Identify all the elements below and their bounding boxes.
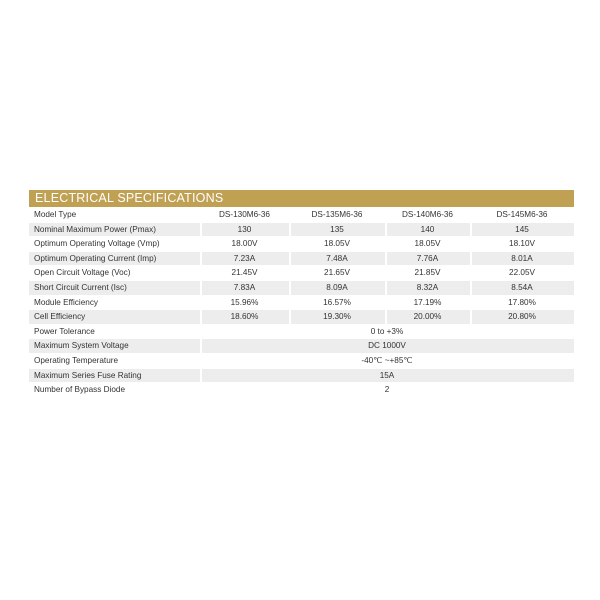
cell-value: 16.57% (289, 296, 385, 310)
row-label: Module Efficiency (29, 296, 200, 310)
row-label: Model Type (29, 208, 200, 222)
cell-value: 17.19% (385, 296, 470, 310)
cell-value: 20.80% (470, 310, 574, 324)
cell-value: 8.54A (470, 281, 574, 295)
row-label: Short Circuit Current (Isc) (29, 281, 200, 295)
cell-value: 18.05V (289, 237, 385, 251)
row-label: Cell Efficiency (29, 310, 200, 324)
table-row (29, 266, 574, 280)
model-name: DS-135M6-36 (289, 208, 385, 222)
row-label: Nominal Maximum Power (Pmax) (29, 223, 200, 237)
cell-value: 21.65V (289, 266, 385, 280)
cell-value: 21.85V (385, 266, 470, 280)
cell-value: 18.00V (200, 237, 289, 251)
cell-value: 17.80% (470, 296, 574, 310)
model-name: DS-140M6-36 (385, 208, 470, 222)
cell-value: 8.09A (289, 281, 385, 295)
cell-value: 8.01A (470, 252, 574, 266)
model-name: DS-130M6-36 (200, 208, 289, 222)
cell-value: 7.83A (200, 281, 289, 295)
cell-value: 135 (289, 223, 385, 237)
row-label: Operating Temperature (29, 354, 200, 368)
shared-value: 15A (200, 369, 574, 383)
cell-value: 18.60% (200, 310, 289, 324)
cell-value: 20.00% (385, 310, 470, 324)
row-label: Maximum Series Fuse Rating (29, 369, 200, 383)
cell-value: 130 (200, 223, 289, 237)
table-row (29, 369, 574, 383)
table-row (29, 281, 574, 295)
row-label: Open Circuit Voltage (Voc) (29, 266, 200, 280)
table-row (29, 354, 574, 368)
table-row (29, 339, 574, 353)
cell-value: 145 (470, 223, 574, 237)
cell-value: 140 (385, 223, 470, 237)
table-row (29, 325, 574, 339)
section-title: ELECTRICAL SPECIFICATIONS (29, 190, 574, 207)
table-row (29, 223, 574, 237)
shared-value: -40℃ ~+85℃ (200, 354, 574, 368)
table-row (29, 237, 574, 251)
cell-value: 8.32A (385, 281, 470, 295)
table-row (29, 383, 574, 397)
cell-value: 18.10V (470, 237, 574, 251)
electrical-specifications-section (29, 190, 574, 398)
table-row (29, 310, 574, 324)
spec-table (29, 207, 574, 398)
row-label: Power Tolerance (29, 325, 200, 339)
table-row (29, 296, 574, 310)
row-label: Optimum Operating Voltage (Vmp) (29, 237, 200, 251)
row-label: Maximum System Voltage (29, 339, 200, 353)
cell-value: 7.76A (385, 252, 470, 266)
table-header-row (29, 208, 574, 222)
cell-value: 22.05V (470, 266, 574, 280)
shared-value: 0 to +3% (200, 325, 574, 339)
cell-value: 7.23A (200, 252, 289, 266)
row-label: Optimum Operating Current (Imp) (29, 252, 200, 266)
model-name: DS-145M6-36 (470, 208, 574, 222)
row-label: Number of Bypass Diode (29, 383, 200, 397)
shared-value: DC 1000V (200, 339, 574, 353)
cell-value: 7.48A (289, 252, 385, 266)
cell-value: 15.96% (200, 296, 289, 310)
shared-value: 2 (200, 383, 574, 397)
cell-value: 19.30% (289, 310, 385, 324)
cell-value: 21.45V (200, 266, 289, 280)
cell-value: 18.05V (385, 237, 470, 251)
table-row (29, 252, 574, 266)
